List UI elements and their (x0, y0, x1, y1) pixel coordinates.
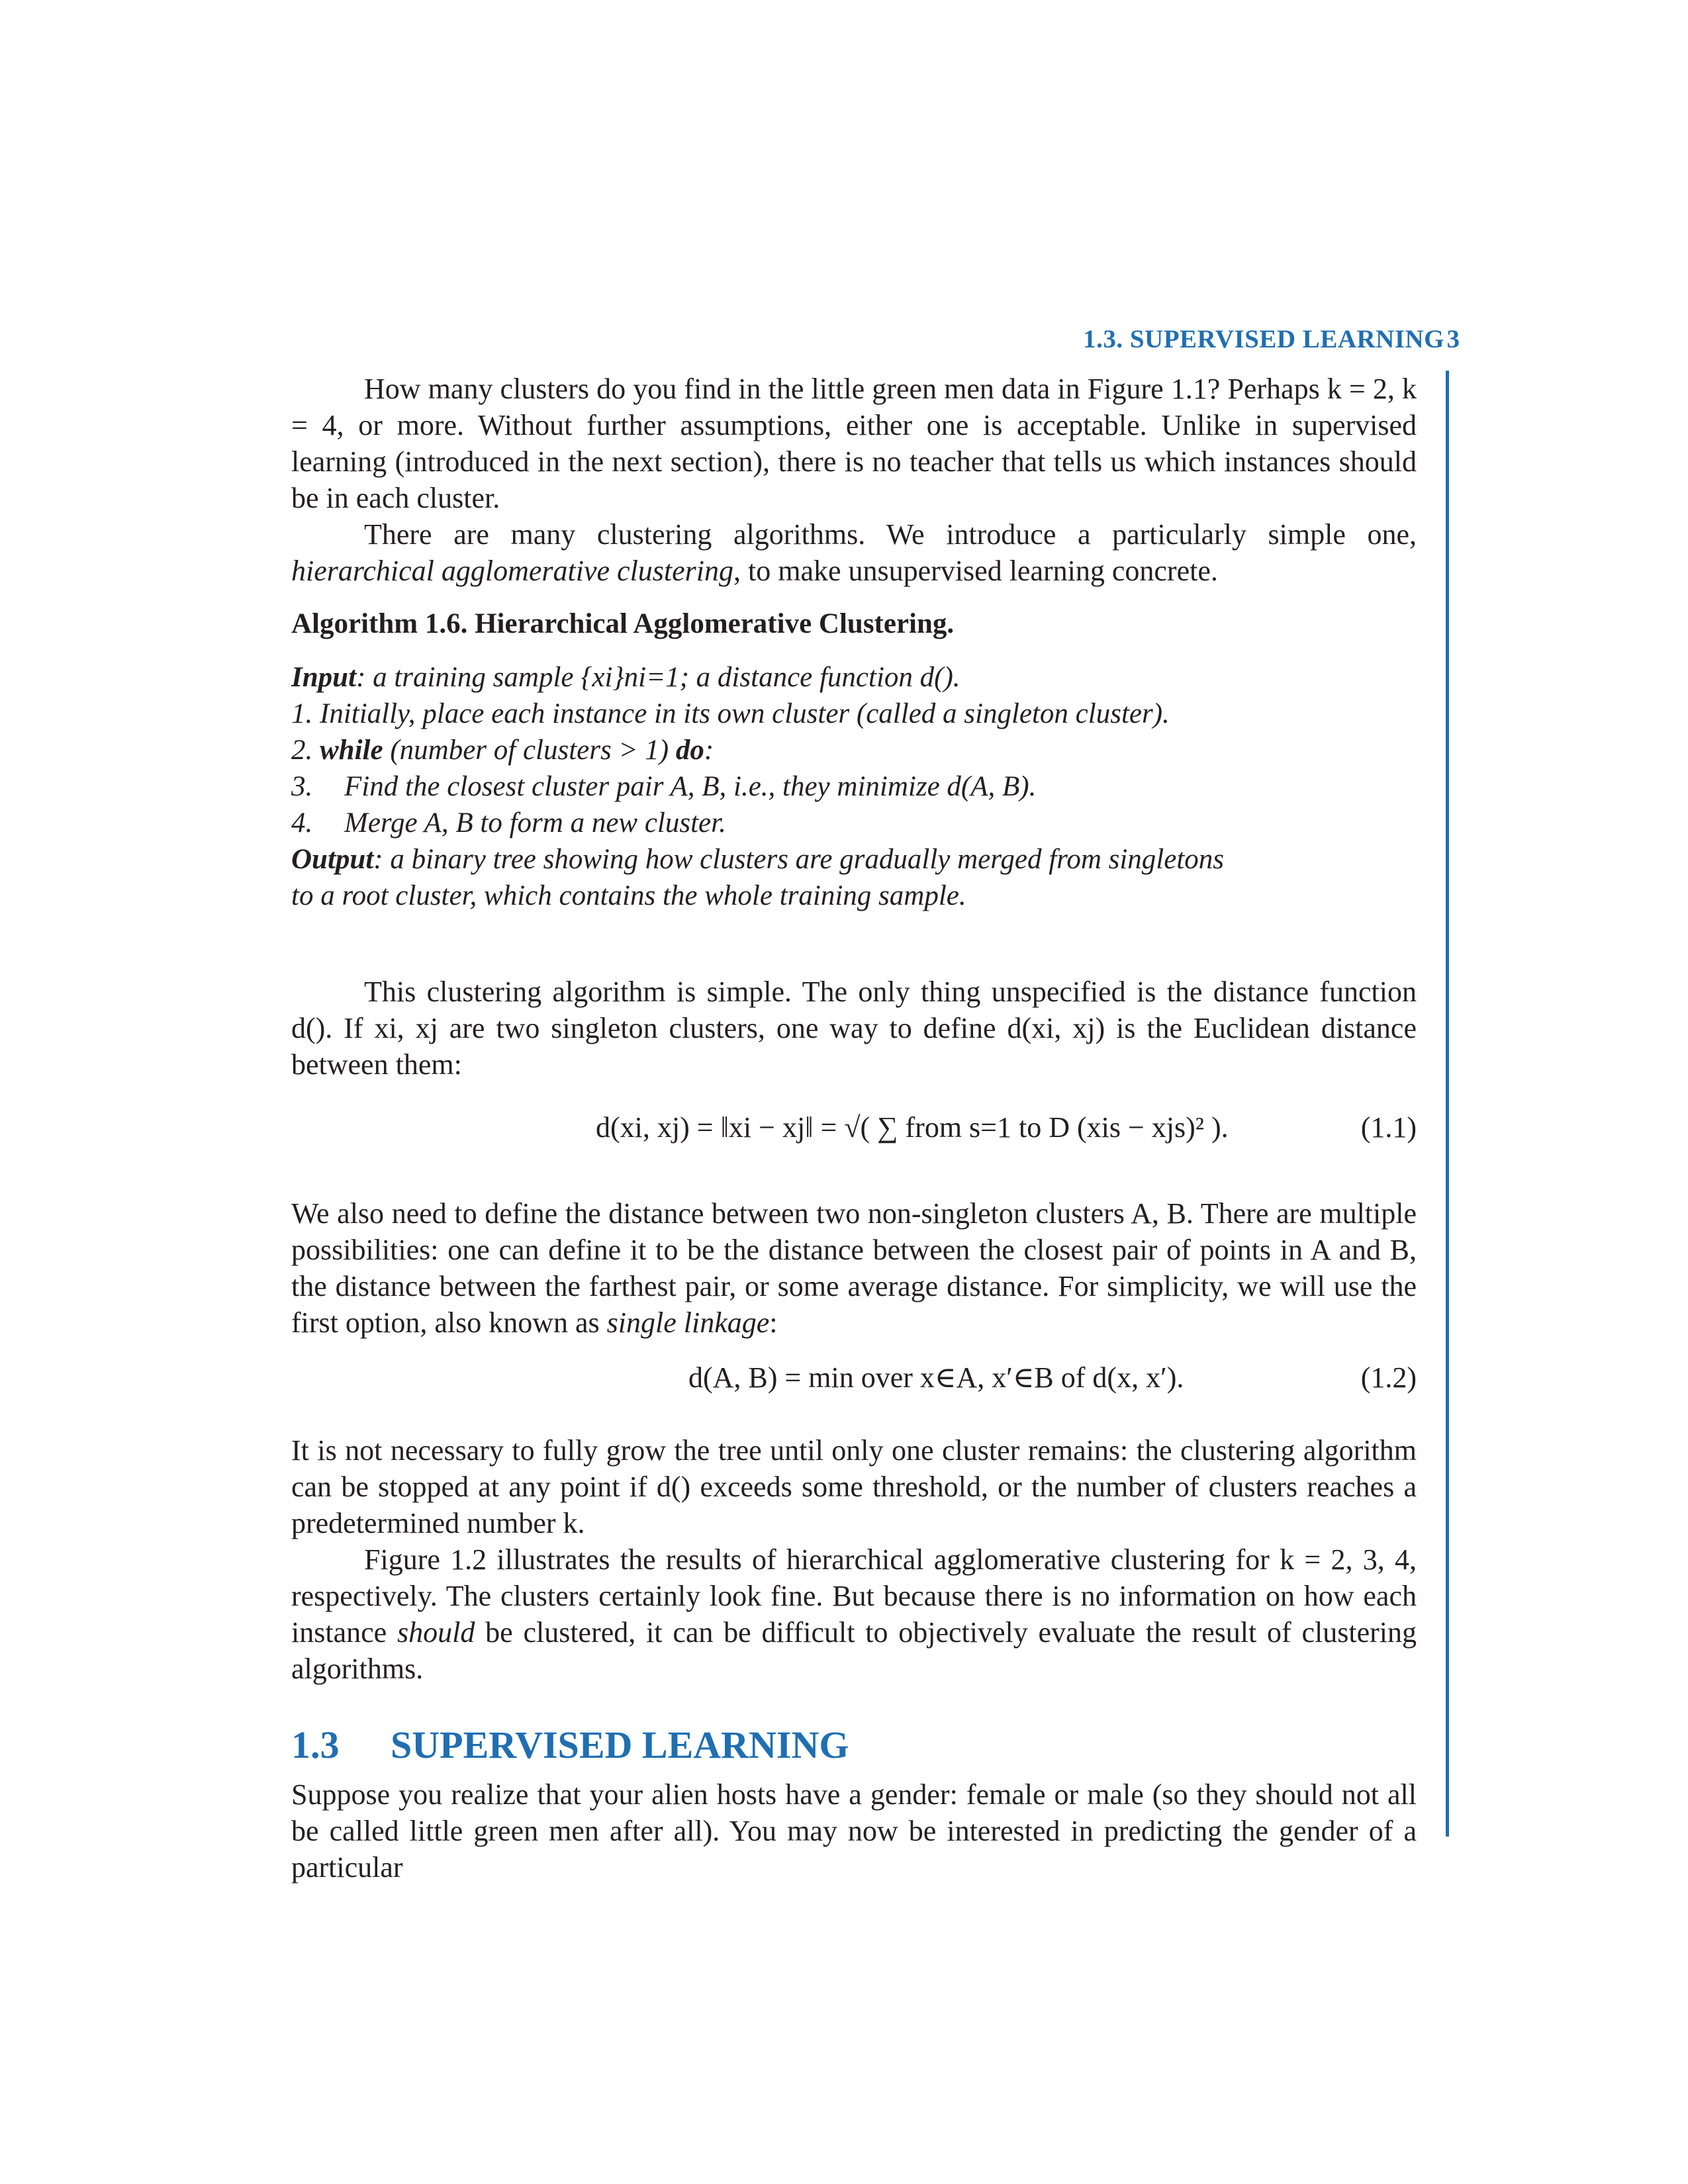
algorithm-step-3 (291, 768, 1417, 805)
equation-1-1-text: d(xi, xj) = ‖xi − xj‖ = √( ∑ from s=1 to D (xis − xjs)² ). (596, 1111, 1229, 1144)
term-should: should (397, 1616, 475, 1649)
equation-1-2-number: (1.2) (1360, 1361, 1417, 1394)
step3-num: 3. (291, 771, 313, 802)
running-head (794, 324, 1444, 354)
p2-text-a: There are many clustering algorithms. We introduce a particularly simple one, (364, 518, 1417, 551)
paragraph-algorithms (291, 516, 1417, 589)
section-heading (291, 1723, 1417, 1766)
p4-text-b: : (769, 1306, 778, 1339)
running-title: 1.3. SUPERVISED LEARNING (1083, 325, 1444, 353)
input-text: : a training sample {xi}ni=1; a distance function d(). (356, 662, 961, 693)
section-number: 1.3 (291, 1723, 340, 1766)
paragraph-linkage (291, 1195, 1417, 1341)
body-text (291, 371, 1417, 1886)
algorithm-block (291, 659, 1417, 914)
equation-1-1 (291, 1083, 1417, 1195)
do-keyword: do (675, 735, 704, 766)
algorithm-input (291, 659, 1417, 696)
term-hac: hierarchical agglomerative clustering (291, 555, 734, 587)
equation-1-2-text: d(A, B) = min over x∈A, x′∈B of d(x, x′). (688, 1361, 1184, 1394)
p6-text-b: be clustered, it can be difficult to objectively evaluate the result of clustering algorithms. (291, 1616, 1417, 1685)
step2-colon: : (704, 735, 714, 766)
algorithm-step-4 (291, 805, 1417, 841)
p6-text-a: Figure 1.2 illustrates the results of hierarchical agglomerative clustering for k = 2, 3, 4, respectively. The clusters certainly look fine. But because there is no information on how each instance (291, 1543, 1417, 1649)
paragraph-figure (291, 1541, 1417, 1687)
step4-num: 4. (291, 807, 313, 839)
p4-text-a: We also need to define the distance between two non-singleton clusters A, B. There are multiple possibilities: one can define it to be the distance between the closest pair of points in A and B, the distance between the farthest pair, or some average distance. For simplicity, we will use the first option, also known as (291, 1197, 1417, 1339)
paragraph-stopping: It is not necessary to fully grow the tree until only one cluster remains: the clustering algorithm can be stopped at any point if d() exceeds some threshold, or the number of clusters reaches a predetermined number k. (291, 1434, 1417, 1539)
section-title-text: SUPERVISED LEARNING (391, 1723, 849, 1766)
algorithm-step-1: 1. Initially, place each instance in its own cluster (called a singleton cluster). (291, 698, 1170, 729)
output-label: Output (291, 844, 374, 875)
algorithm-step-2 (291, 732, 1417, 768)
paragraph-clusters: How many clusters do you find in the little green men data in Figure 1.1? Perhaps k = 2, k = 4, or more. Without further assumptions, either one is acceptable. Unlike in supervised learning (introduced in the next section), there is no teacher that tells us which instances should be in each cluster. (291, 373, 1417, 514)
page-number: 3 (1446, 325, 1460, 353)
step2-num: 2. (291, 735, 320, 766)
paragraph-supervised: Suppose you realize that your alien hosts have a gender: female or male (so they should not all be called little green men after all). You may now be interested in predicting the gender of a particular (291, 1778, 1417, 1884)
algorithm-title: Algorithm 1.6. Hierarchical Agglomerative Clustering. (291, 608, 955, 639)
algorithm-output (291, 841, 1417, 878)
step3-text: Find the closest cluster pair A, B, i.e., they minimize d(A, B). (344, 771, 1037, 802)
paragraph-distance: This clustering algorithm is simple. The only thing unspecified is the distance function d(). If xi, xj are two singleton clusters, one way to define d(xi, xj) is the Euclidean distance between them: (291, 976, 1417, 1081)
equation-1-2 (291, 1353, 1417, 1432)
input-label: Input (291, 662, 357, 693)
step2-cond: (number of clusters > 1) (383, 735, 676, 766)
while-keyword: while (320, 735, 383, 766)
algorithm-output-2: to a root cluster, which contains the whole training sample. (291, 880, 966, 911)
equation-1-1-number: (1.1) (1360, 1111, 1417, 1144)
p2-text-b: , to make unsupervised learning concrete. (733, 555, 1218, 587)
output-text-1: : a binary tree showing how clusters are gradually merged from singletons (373, 844, 1225, 875)
margin-rule (1446, 371, 1449, 1837)
term-single-linkage: single linkage (606, 1306, 770, 1339)
step4-text: Merge A, B to form a new cluster. (344, 807, 726, 839)
